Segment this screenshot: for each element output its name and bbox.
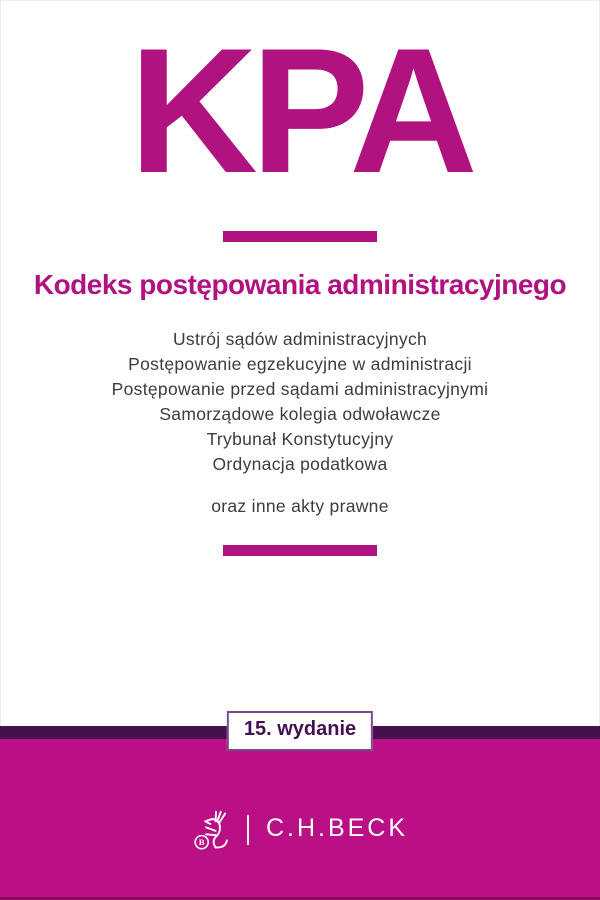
beck-griffin-icon [192,810,234,850]
publisher-logo [192,810,408,850]
contents-item: Postępowanie przed sądami administracyjnymi [111,379,489,399]
contents-item: Samorządowe kolegia odwoławcze [159,404,441,424]
contents-list [0,327,600,477]
contents-item: Ordynacja podatkowa [212,454,388,474]
publisher-name: C.H.BECK [265,814,409,842]
separator-bar-top [223,231,377,242]
contents-extra-note: oraz inne akty prawne [211,496,389,516]
edition-badge: 15. wydanie [227,711,373,751]
contents-item: Postępowanie egzekucyjne w administracji [128,354,472,374]
publisher-band [0,739,600,900]
contents-item: Ustrój sądów administracyjnych [172,329,428,349]
logo-divider [247,815,249,845]
svg-text:B: B [198,836,205,847]
contents-item: Trybunał Konstytucyjny [206,429,394,449]
separator-bar-bottom [223,545,377,556]
book-subtitle: Kodeks postępowania administracyjnego [33,269,567,300]
book-title: KPA [129,11,471,210]
